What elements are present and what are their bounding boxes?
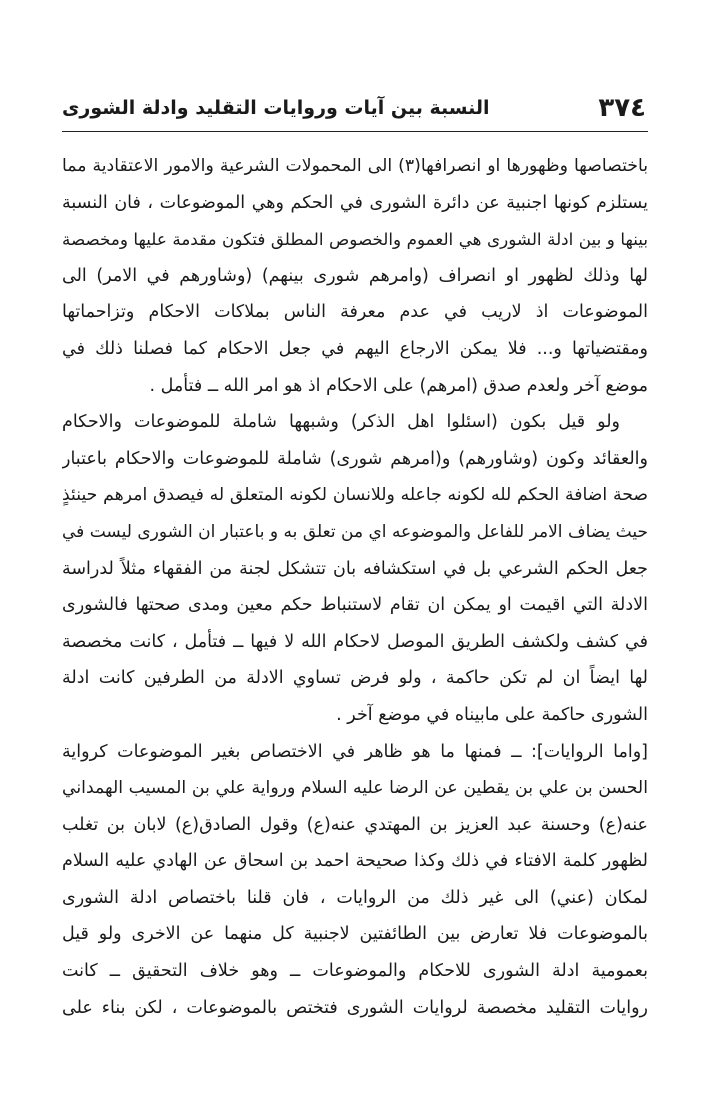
paragraph-3-line-5: لمكان (عني) الى غير ذلك من الروايات ، فان قلنا باختصاص ادلة الشورى <box>62 887 648 908</box>
paragraph-2-line-6: الادلة التي اقيمت او يمكن ان تقام لاستنباط حكم معين ومدى صحتها فالشورى <box>62 595 648 616</box>
paragraph-3-line-3: عنه(ع) وحسنة عبد العزيز بن المهتدي عنه(ع) وقول الصادق(ع) لابان بن تغلب <box>62 814 648 835</box>
paragraph-1-line-1: باختصاصها وظهورها او انصرافها(٣) الى المحمولات الشرعية والامور الاعتقادية مما <box>62 156 648 176</box>
paragraph-3-line-8: روايات التقليد مخصصة لروايات الشورى فتختص بالموضوعات ، لكن بناء على <box>62 997 648 1018</box>
header-divider <box>62 131 648 132</box>
paragraph-1 <box>62 148 648 404</box>
body-text <box>62 148 648 1026</box>
paragraph-1-line-7: موضع آخر ولعدم صدق (امرهم) على الاحكام اذ هو امر الله ــ فتأمل . <box>149 375 648 396</box>
page-number: ٣٧٤ <box>598 93 646 123</box>
page-header <box>62 86 646 130</box>
paragraph-1-line-6: ومقتضياتها و... فلا يمكن الارجاع اليهم في جعل الاحكام كما فصلنا ذلك في <box>62 338 648 359</box>
paragraph-1-line-2: يستلزم كونها اجنبية عن دائرة الشورى في الحكم وهي الموضوعات ، فان النسبة <box>62 192 648 213</box>
paragraph-2-line-4: حيث يضاف الامر للفاعل والموضوعه اي من تعلق به و باعتبار ان الشورى ليست في <box>62 521 648 542</box>
paragraph-2-line-2: والعقائد وكون (وشاورهم) و(امرهم شورى) شاملة للموضوعات والاحكام باعتبار <box>62 448 648 469</box>
paragraph-1-line-4: لها وذلك لظهور او انصراف (وامرهم شورى بينهم) (وشاورهم في الامر) الى <box>62 265 648 286</box>
paragraph-3-line-7: بعمومية ادلة الشورى للاحكام والموضوعات ــ وهو خلاف التحقيق ــ كانت <box>62 961 648 982</box>
paragraph-1-line-5: الموضوعات اذ لاريب في عدم معرفة الناس بملاكات الاحكام وتزاحماتها <box>62 302 648 323</box>
running-title: النسبة بين آيات وروايات التقليد وادلة الشورى <box>62 97 490 119</box>
paragraph-1-line-3: بينها و بين ادلة الشورى هي العموم والخصوص المطلق فتكون مقدمة عليها ومخصصة <box>62 229 648 250</box>
paragraph-2-line-5: جعل الحكم الشرعي بل في استكشافه بان تتشكل لجنة من الفقهاء مثلاً لدراسة <box>62 558 648 579</box>
paragraph-3-line-2: الحسن بن علي بن يقطين عن الرضا عليه السلام ورواية علي بن المسيب الهمداني <box>62 778 648 799</box>
paragraph-2-line-8: لها ايضاً ان لم تكن حاكمة ، ولو فرض تساوي الادلة من الطرفين كانت ادلة <box>62 668 648 689</box>
paragraph-3 <box>62 734 648 1027</box>
paragraph-3-line-4: لظهور كلمة الافتاء في ذلك وكذا صحيحة احمد بن اسحاق عن الهادي عليه السلام <box>62 851 648 872</box>
paragraph-2-line-1: ولو قيل بكون (اسئلوا اهل الذكر) وشبهها شاملة للموضوعات والاحكام <box>62 412 620 433</box>
paragraph-3-line-6: بالموضوعات فلا تعارض بين الطائفتين لاجنبية كل منهما عن الاخرى ولو قيل <box>62 924 648 945</box>
paragraph-2-line-3: صحة اضافة الحكم لله لكونه جاعله وللانسان لكونه المتعلق له فيصدق امرهم حينئذٍ <box>62 485 648 506</box>
paragraph-3-line-1: [واما الروايات]: ــ فمنها ما هو ظاهر في الاختصاص بغير الموضوعات كرواية <box>62 741 648 762</box>
paragraph-2 <box>62 404 648 733</box>
paragraph-2-line-7: في كشف ولكشف الطريق الموصل لاحكام الله لا فيها ــ فتأمل ، كانت مخصصة <box>62 631 648 652</box>
paragraph-2-line-9: الشورى حاكمة على مابيناه في موضع آخر . <box>336 704 648 725</box>
